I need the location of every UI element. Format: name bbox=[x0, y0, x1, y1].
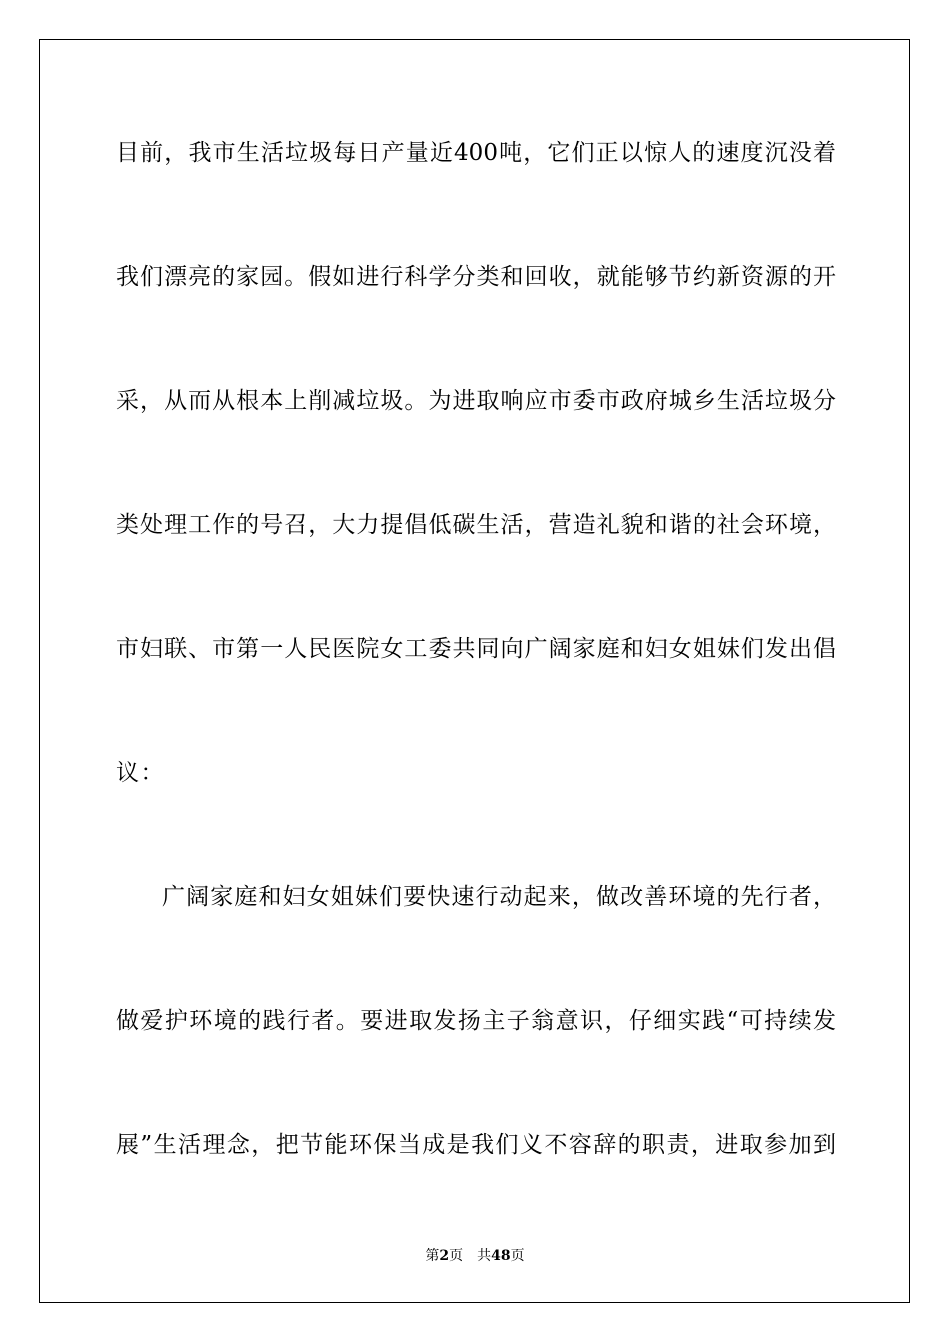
text-line-4: 类处理工作的号召，大力提倡低碳生活，营造礼貌和谐的社会环境， bbox=[116, 512, 836, 538]
text-line-7: 广阔家庭和妇女姐妹们要快速行动起来，做改善环境的先行者， bbox=[162, 884, 836, 910]
total-prefix: 共 bbox=[477, 1248, 492, 1264]
page-border bbox=[39, 39, 910, 1303]
text-line-6: 议： bbox=[116, 760, 165, 786]
text-line-1: 目前，我市生活垃圾每日产量近400吨，它们正以惊人的速度沉没着 bbox=[116, 140, 836, 166]
total-suffix: 页 bbox=[510, 1248, 525, 1264]
page-suffix: 页 bbox=[449, 1248, 464, 1264]
page-number: 2 bbox=[439, 1248, 450, 1264]
page-footer bbox=[0, 1247, 950, 1265]
text-line-8: 做爱护环境的践行者。要进取发扬主子翁意识，仔细实践“可持续发 bbox=[116, 1008, 836, 1034]
text-line-9: 展”生活理念，把节能环保当成是我们义不容辞的职责，进取参加到 bbox=[116, 1132, 836, 1158]
text-line-5: 市妇联、市第一人民医院女工委共同向广阔家庭和妇女姐妹们发出倡 bbox=[116, 636, 836, 662]
total-pages: 48 bbox=[491, 1248, 511, 1264]
page-prefix: 第 bbox=[425, 1248, 440, 1264]
text-line-2: 我们漂亮的家园。假如进行科学分类和回收，就能够节约新资源的开 bbox=[116, 264, 836, 290]
text-line-3: 采，从而从根本上削减垃圾。为进取响应市委市政府城乡生活垃圾分 bbox=[116, 388, 836, 414]
